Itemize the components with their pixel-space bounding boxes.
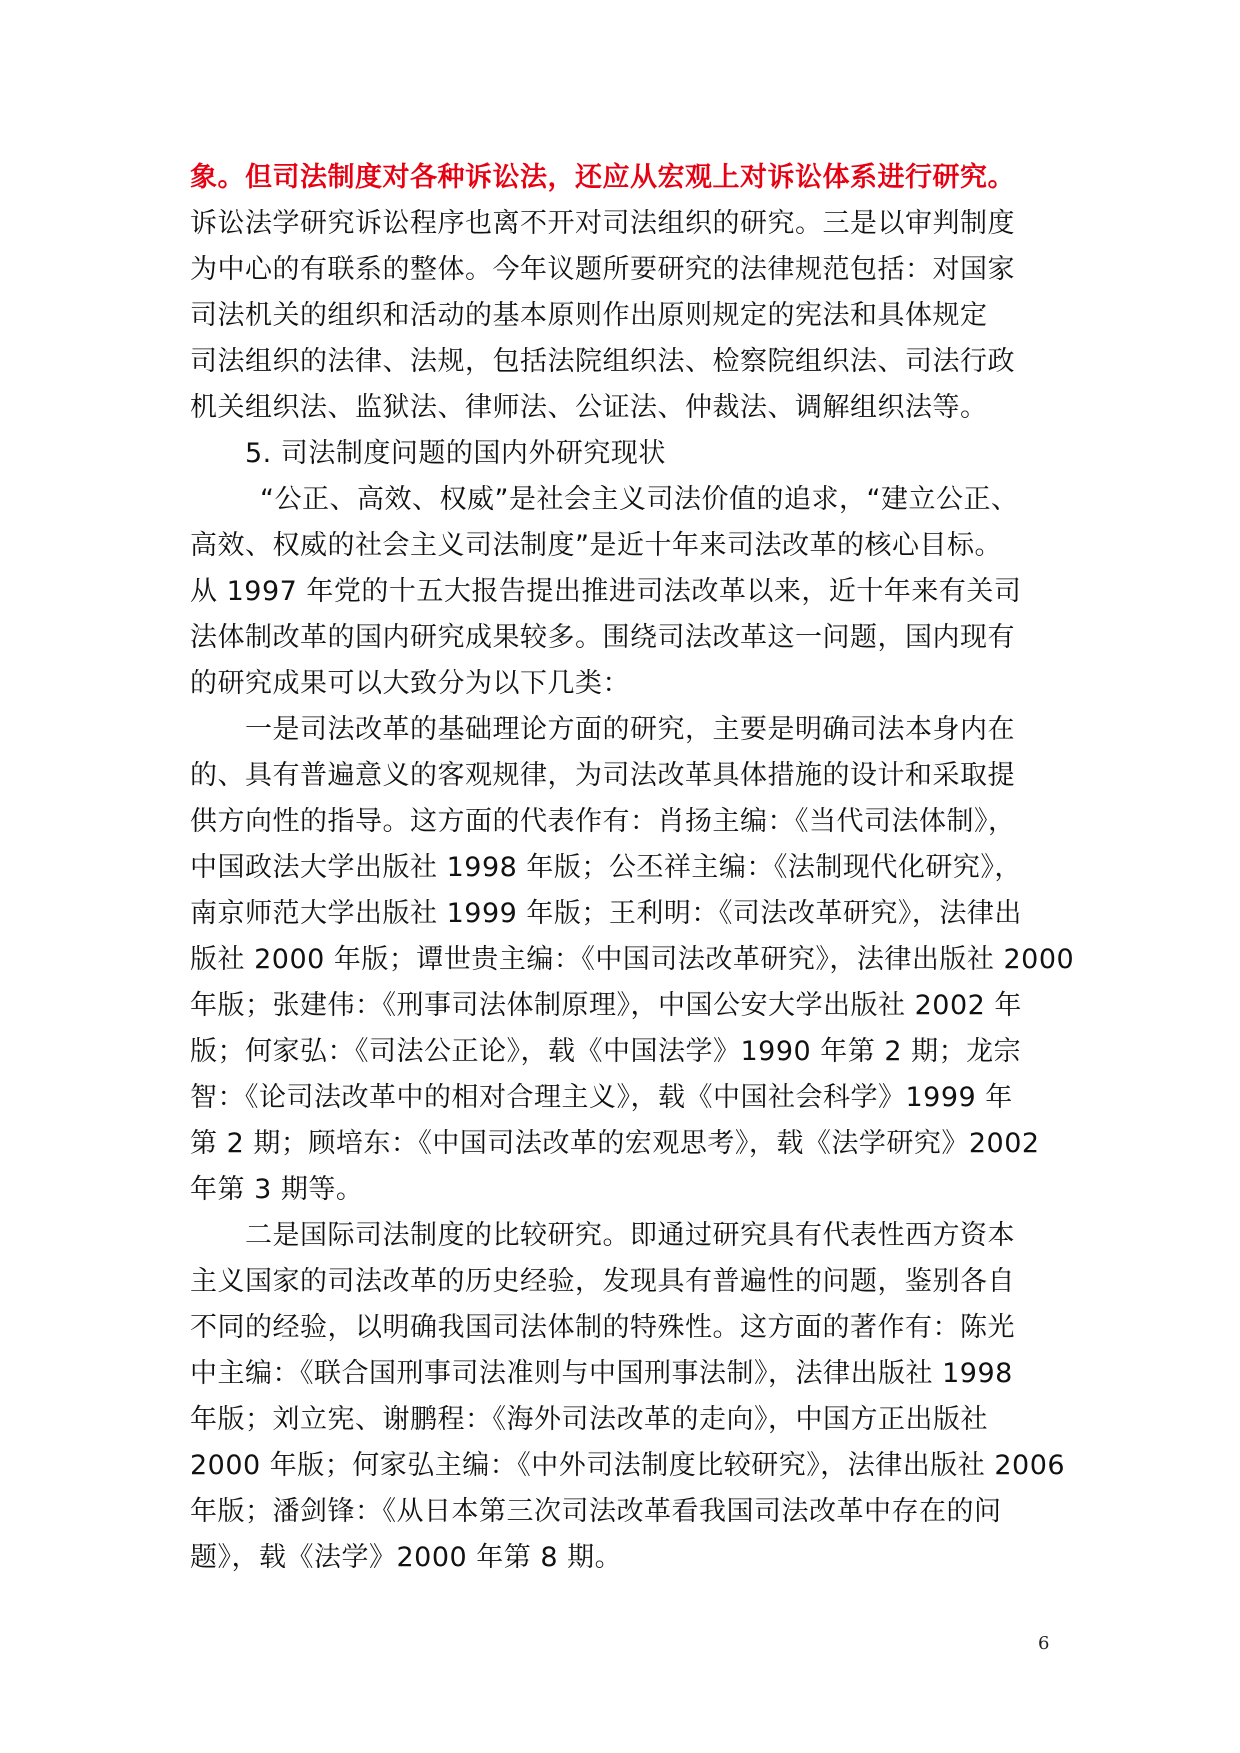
text-line: 的研究成果可以大致分为以下几类： [190,668,630,699]
text-line: 的、具有普遍意义的客观规律，为司法改革具体措施的设计和采取提 [190,760,1015,791]
text-line: 南京师范大学出版社 1999 年版；王利明：《司法改革研究》，法律出 [190,898,1022,929]
text-line: 智：《论司法改革中的相对合理主义》，载《中国社会科学》1999 年 [190,1082,1013,1113]
section-heading: 5. 司法制度问题的国内外研究现状 [245,438,666,469]
text-line: 题》，载《法学》2000 年第 8 期。 [190,1542,623,1573]
text-line: 主义国家的司法改革的历史经验，发现具有普遍性的问题，鉴别各自 [190,1266,1015,1297]
highlighted-text-line: 象。但司法制度对各种诉讼法，还应从宏观上对诉讼体系进行研究。 [190,162,1015,193]
text-line: 年第 3 期等。 [190,1174,364,1205]
text-line: 从 1997 年党的十五大报告提出推进司法改革以来，近十年来有关司 [190,576,1022,607]
page-number: 6 [1038,1633,1050,1654]
text-line: 年版；潘剑锋：《从日本第三次司法改革看我国司法改革中存在的问 [190,1496,1002,1527]
paragraph-start: 二是国际司法制度的比较研究。即通过研究具有代表性西方资本 [245,1220,1015,1251]
paragraph-start: 一是司法改革的基础理论方面的研究，主要是明确司法本身内在 [245,714,1015,745]
paragraph-start: “公正、高效、权威”是社会主义司法价值的追求，“建立公正、 [260,484,1019,515]
text-line: 年版；张建伟：《刑事司法体制原理》，中国公安大学出版社 2002 年 [190,990,1022,1021]
text-line: 第 2 期；顾培东：《中国司法改革的宏观思考》，载《法学研究》2002 [190,1128,1040,1159]
text-line: 2000 年版；何家弘主编：《中外司法制度比较研究》，法律出版社 2006 [190,1450,1066,1481]
text-line: 不同的经验，以明确我国司法体制的特殊性。这方面的著作有：陈光 [190,1312,1015,1343]
text-line: 诉讼法学研究诉讼程序也离不开对司法组织的研究。三是以审判制度 [190,208,1015,239]
text-line: 中国政法大学出版社 1998 年版；公丕祥主编：《法制现代化研究》， [190,852,1022,883]
text-line: 司法机关的组织和活动的基本原则作出原则规定的宪法和具体规定 [190,300,988,331]
text-line: 年版；刘立宪、谢鹏程：《海外司法改革的走向》，中国方正出版社 [190,1404,988,1435]
text-line: 为中心的有联系的整体。今年议题所要研究的法律规范包括：对国家 [190,254,1015,285]
text-line: 版社 2000 年版；谭世贵主编：《中国司法改革研究》，法律出版社 2000 [190,944,1075,975]
document-body [190,155,1075,1581]
text-line: 司法组织的法律、法规，包括法院组织法、检察院组织法、司法行政 [190,346,1015,377]
text-line: 机关组织法、监狱法、律师法、公证法、仲裁法、调解组织法等。 [190,392,988,423]
text-line: 供方向性的指导。这方面的代表作有：肖扬主编：《当代司法体制》， [190,806,1016,837]
text-line: 中主编：《联合国刑事司法准则与中国刑事法制》，法律出版社 1998 [190,1358,1013,1389]
text-line: 版；何家弘：《司法公正论》，载《中国法学》1990 年第 2 期；龙宗 [190,1036,1022,1067]
text-line: 法体制改革的国内研究成果较多。围绕司法改革这一问题，国内现有 [190,622,1015,653]
text-line: 高效、权威的社会主义司法制度”是近十年来司法改革的核心目标。 [190,530,1002,561]
